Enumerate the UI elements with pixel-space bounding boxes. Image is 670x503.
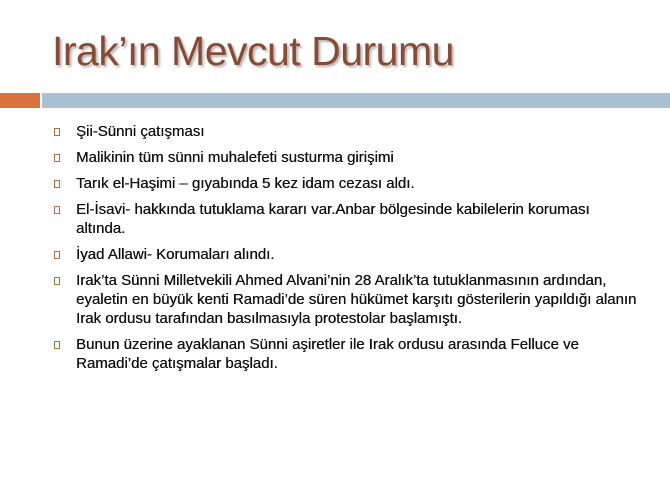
slide-title: Irak’ın Mevcut Durumu — [52, 28, 454, 74]
accent-band-orange — [0, 93, 40, 108]
bullet-item — [52, 200, 642, 238]
bullet-item — [52, 122, 642, 141]
bullet-text: Irak’ta Sünni Milletvekili Ahmed Alvani’nin 28 Aralık’ta tutuklanmasının ardından, eyaletin en büyük kenti Ramadi’de süren hükümet karşıtı gösterilerin yapıldığı alanın Irak ordusu tarafından basılmasıyla protestolar başlamıştı. — [76, 272, 637, 327]
bullet-text: Tarık el-Haşimi – gıyabında 5 kez idam cezası aldı. — [76, 175, 415, 192]
hollow-square-icon — [54, 341, 60, 349]
bullet-item — [52, 335, 642, 373]
hollow-square-icon — [54, 206, 60, 214]
bullet-item — [52, 245, 642, 264]
hollow-square-icon — [54, 128, 60, 136]
bullet-list — [52, 122, 642, 380]
hollow-square-icon — [54, 154, 60, 162]
bullet-item — [52, 271, 642, 328]
bullet-text: İyad Allawi- Korumaları alındı. — [76, 246, 275, 263]
bullet-text: Bunun üzerine ayaklanan Sünni aşiretler ile Irak ordusu arasında Felluce ve Ramadi’de çatışmalar başladı. — [76, 336, 579, 372]
bullet-text: Şii-Sünni çatışması — [76, 123, 205, 140]
bullet-text: Malikinin tüm sünni muhalefeti susturma girişimi — [76, 149, 394, 166]
bullet-text: El-İsavi- hakkında tutuklama kararı var.Anbar bölgesinde kabilelerin koruması altında. — [76, 201, 590, 237]
hollow-square-icon — [54, 251, 60, 259]
hollow-square-icon — [54, 180, 60, 188]
bullet-item — [52, 148, 642, 167]
bullet-item — [52, 174, 642, 193]
accent-band-blue — [42, 93, 670, 108]
hollow-square-icon — [54, 277, 60, 285]
